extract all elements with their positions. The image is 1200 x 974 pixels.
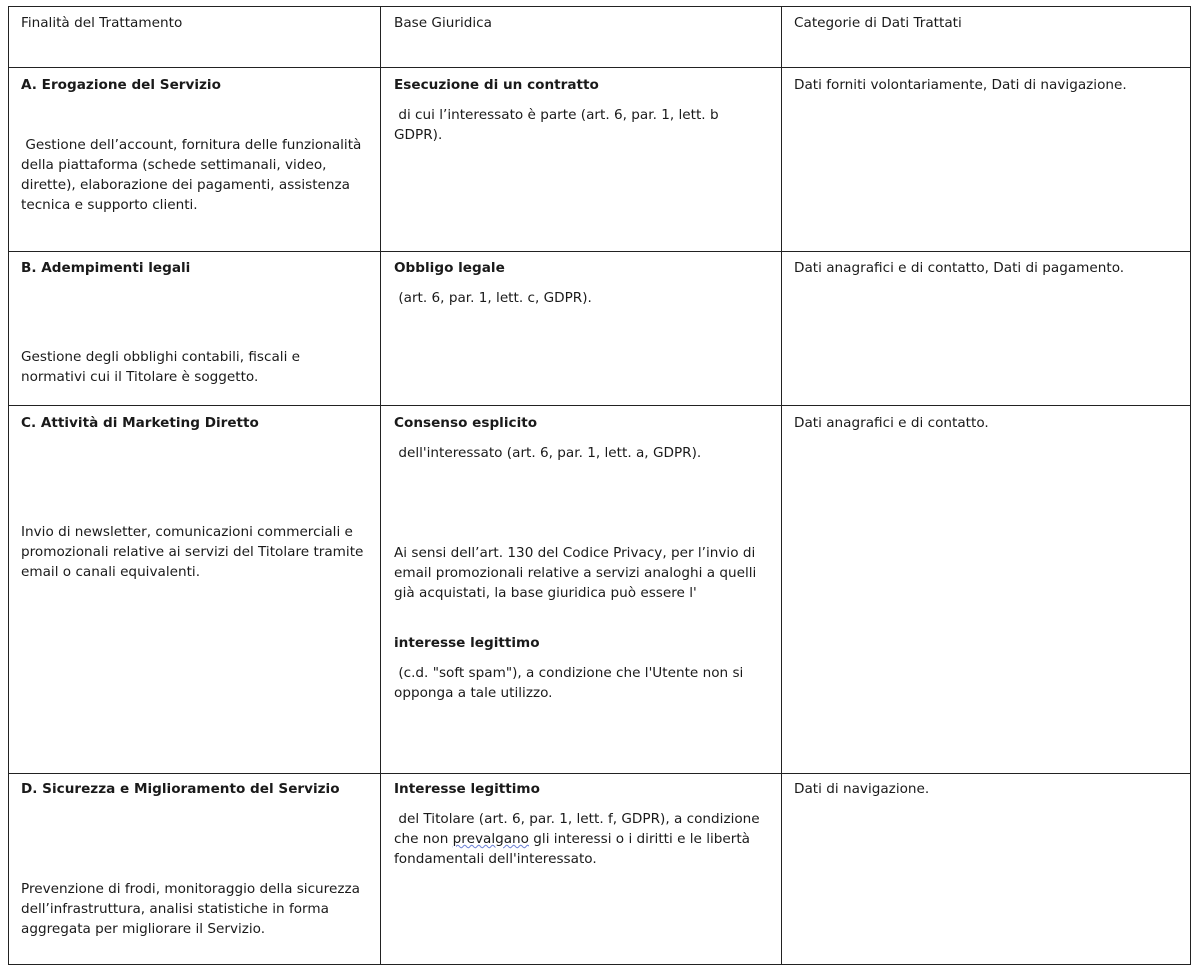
row-title: A. Erogazione del Servizio bbox=[21, 77, 221, 93]
data-categories: Dati forniti volontariamente, Dati di navigazione. bbox=[794, 77, 1127, 93]
header-purpose: Finalità del Trattamento bbox=[21, 15, 183, 31]
legal-basis-text-secondary: (c.d. "soft spam"), a condizione che l'Utente non si opponga a tale utilizzo. bbox=[394, 665, 748, 701]
legal-basis-text-part: del Titolare (art. 6, par. 1, lett. f, GDPR), a condizione che non bbox=[394, 811, 764, 847]
table-border bbox=[1190, 6, 1191, 965]
data-categories: Dati anagrafici e di contatto, Dati di pagamento. bbox=[794, 260, 1125, 276]
column-divider bbox=[781, 6, 782, 965]
header-legal-basis: Base Giuridica bbox=[394, 15, 492, 31]
legal-basis-title-secondary: interesse legittimo bbox=[394, 635, 540, 651]
legal-basis-text: di cui l’interessato è parte (art. 6, par. 1, lett. b GDPR). bbox=[394, 107, 723, 143]
row-description: Invio di newsletter, comunicazioni commerciali e promozionali relative ai servizi del Titolare tramite email o canali equivalenti. bbox=[21, 524, 368, 580]
legal-basis-title: Consenso esplicito bbox=[394, 415, 538, 431]
legal-basis-title: Esecuzione di un contratto bbox=[394, 77, 599, 93]
row-divider bbox=[8, 773, 1191, 774]
row-description: Prevenzione di frodi, monitoraggio della sicurezza dell’infrastruttura, analisi statistiche in forma aggregata per migliorare il Servizio. bbox=[21, 881, 365, 937]
data-categories: Dati di navigazione. bbox=[794, 781, 930, 797]
header-data-categories: Categorie di Dati Trattati bbox=[794, 15, 962, 31]
legal-basis-text bbox=[394, 809, 764, 869]
legal-basis-note: Ai sensi dell’art. 130 del Codice Privacy, per l’invio di email promozionali relative a servizi analoghi a quelli già acquistati, la base giuridica può essere l' bbox=[394, 545, 761, 601]
column-divider bbox=[380, 6, 381, 965]
row-title: B. Adempimenti legali bbox=[21, 260, 191, 276]
legal-basis-text-part: gli interessi o i diritti e le libertà fondamentali dell'interessato. bbox=[394, 831, 755, 867]
legal-basis-text: (art. 6, par. 1, lett. c, GDPR). bbox=[394, 290, 592, 306]
table-border bbox=[8, 6, 9, 965]
row-divider bbox=[8, 251, 1191, 252]
legal-basis-title: Obbligo legale bbox=[394, 260, 505, 276]
data-categories: Dati anagrafici e di contatto. bbox=[794, 415, 989, 431]
table-border bbox=[8, 6, 1191, 7]
spellcheck-word: prevalgano bbox=[452, 831, 529, 847]
row-title: C. Attività di Marketing Diretto bbox=[21, 415, 259, 431]
table-border bbox=[8, 964, 1191, 965]
row-description: Gestione degli obblighi contabili, fiscali e normativi cui il Titolare è soggetto. bbox=[21, 349, 305, 385]
legal-basis-title: Interesse legittimo bbox=[394, 781, 540, 797]
row-description: Gestione dell’account, fornitura delle funzionalità della piattaforma (schede settimanali, video, dirette), elaborazione dei pagamenti, assistenza tecnica e supporto clienti. bbox=[21, 137, 366, 213]
row-divider bbox=[8, 405, 1191, 406]
row-divider bbox=[8, 67, 1191, 68]
row-title: D. Sicurezza e Miglioramento del Servizio bbox=[21, 781, 340, 797]
legal-basis-text: dell'interessato (art. 6, par. 1, lett. a, GDPR). bbox=[394, 445, 702, 461]
